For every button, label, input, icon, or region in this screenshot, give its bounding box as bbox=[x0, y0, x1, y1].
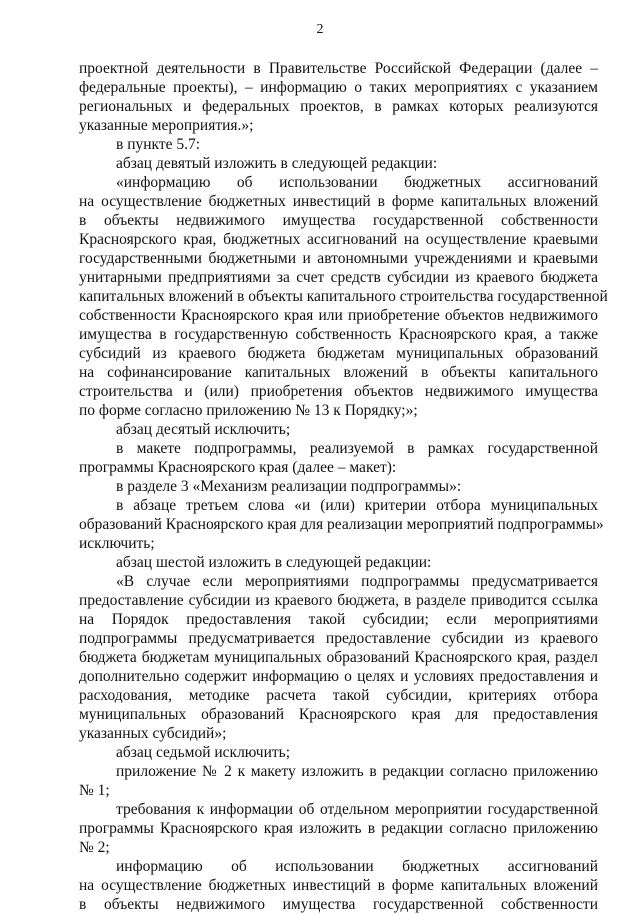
text-line: бюджета бюджетам муниципальных образований Красноярского края, раздел bbox=[79, 649, 598, 666]
document-body bbox=[79, 59, 608, 914]
text-line: проектной деятельности в Правительстве Российской Федерации (далее – bbox=[79, 60, 598, 77]
text-line: на Порядок предоставления такой субсидии; если мероприятиями bbox=[79, 611, 598, 628]
text-line: муниципальных образований Красноярского края для предоставления bbox=[79, 706, 598, 723]
text-line: строительства и (или) приобретения объектов недвижимого имущества bbox=[79, 383, 598, 400]
text-line: абзац седьмой исключить; bbox=[116, 744, 291, 761]
text-line: программы Красноярского края изложить в редакции согласно приложению bbox=[79, 820, 598, 837]
text-line: расходования, методике расчета такой субсидии, критериях отбора bbox=[79, 687, 598, 704]
text-line: региональных и федеральных проектов, в рамках которых реализуются bbox=[79, 98, 598, 115]
text-line: федеральные проекты), – информацию о таких мероприятиях с указанием bbox=[79, 79, 598, 96]
text-line: указанные мероприятия.»; bbox=[79, 117, 254, 134]
text-line: абзац десятый исключить; bbox=[116, 421, 291, 438]
text-line: собственности Красноярского края или приобретение объектов недвижимого bbox=[79, 307, 598, 324]
text-line: исключить; bbox=[79, 535, 155, 552]
text-line: в объекты недвижимого имущества государственной собственности bbox=[79, 896, 598, 913]
text-line: подпрограммы предусматривается предоставление субсидии из краевого bbox=[79, 630, 598, 647]
text-line: Красноярского края, бюджетных ассигнований на осуществление краевыми bbox=[79, 231, 598, 248]
text-line: на осуществление бюджетных инвестиций в форме капитальных вложений bbox=[79, 193, 598, 210]
text-line: имущества в государственную собственность Красноярского края, а также bbox=[79, 326, 598, 343]
text-line: в макете подпрограммы, реализуемой в рамках государственной bbox=[116, 440, 598, 457]
text-line: в разделе 3 «Механизм реализации подпрограммы»: bbox=[116, 478, 462, 495]
text-line: субсидий из краевого бюджета бюджетам муниципальных образований bbox=[79, 345, 598, 362]
text-line: «В случае если мероприятиями подпрограммы предусматривается bbox=[116, 573, 598, 590]
text-line: требования к информации об отдельном мероприятии государственной bbox=[116, 801, 598, 818]
text-line: на осуществление бюджетных инвестиций в форме капитальных вложений bbox=[79, 877, 598, 894]
text-line: на софинансирование капитальных вложений в объекты капитального bbox=[79, 364, 598, 381]
page-number: 2 bbox=[316, 22, 324, 37]
text-line: капитальных вложений в объекты капитального строительства государственной bbox=[79, 288, 608, 305]
text-line: унитарными предприятиями за счет средств субсидии из краевого бюджета bbox=[79, 269, 598, 286]
text-line: в пункте 5.7: bbox=[116, 136, 201, 153]
text-line: указанных субсидий»; bbox=[79, 725, 227, 742]
text-line: программы Красноярского края (далее – макет): bbox=[79, 459, 397, 476]
text-line: абзац шестой изложить в следующей редакции: bbox=[116, 554, 432, 571]
text-line: по форме согласно приложению № 13 к Порядку;»; bbox=[79, 402, 418, 419]
text-line: «информацию об использовании бюджетных ассигнований bbox=[116, 174, 598, 191]
text-line: приложение № 2 к макету изложить в редакции согласно приложению bbox=[116, 763, 598, 780]
text-line: образований Красноярского края для реализации мероприятий подпрограммы» bbox=[79, 516, 604, 533]
text-line: в объекты недвижимого имущества государственной собственности bbox=[79, 212, 598, 229]
text-line: абзац девятый изложить в следующей редакции: bbox=[116, 155, 438, 172]
text-line: № 2; bbox=[79, 839, 110, 856]
text-line: в абзаце третьем слова «и (или) критерии отбора муниципальных bbox=[116, 497, 598, 514]
text-line: дополнительно содержит информацию о целях и условиях предоставления и bbox=[79, 668, 598, 685]
text-line: № 1; bbox=[79, 782, 110, 799]
text-line: предоставление субсидии из краевого бюджета, в разделе приводится ссылка bbox=[79, 592, 598, 609]
text-line: государственными бюджетными и автономными учреждениями и краевыми bbox=[79, 250, 598, 267]
text-line: информацию об использовании бюджетных ассигнований bbox=[116, 858, 598, 875]
